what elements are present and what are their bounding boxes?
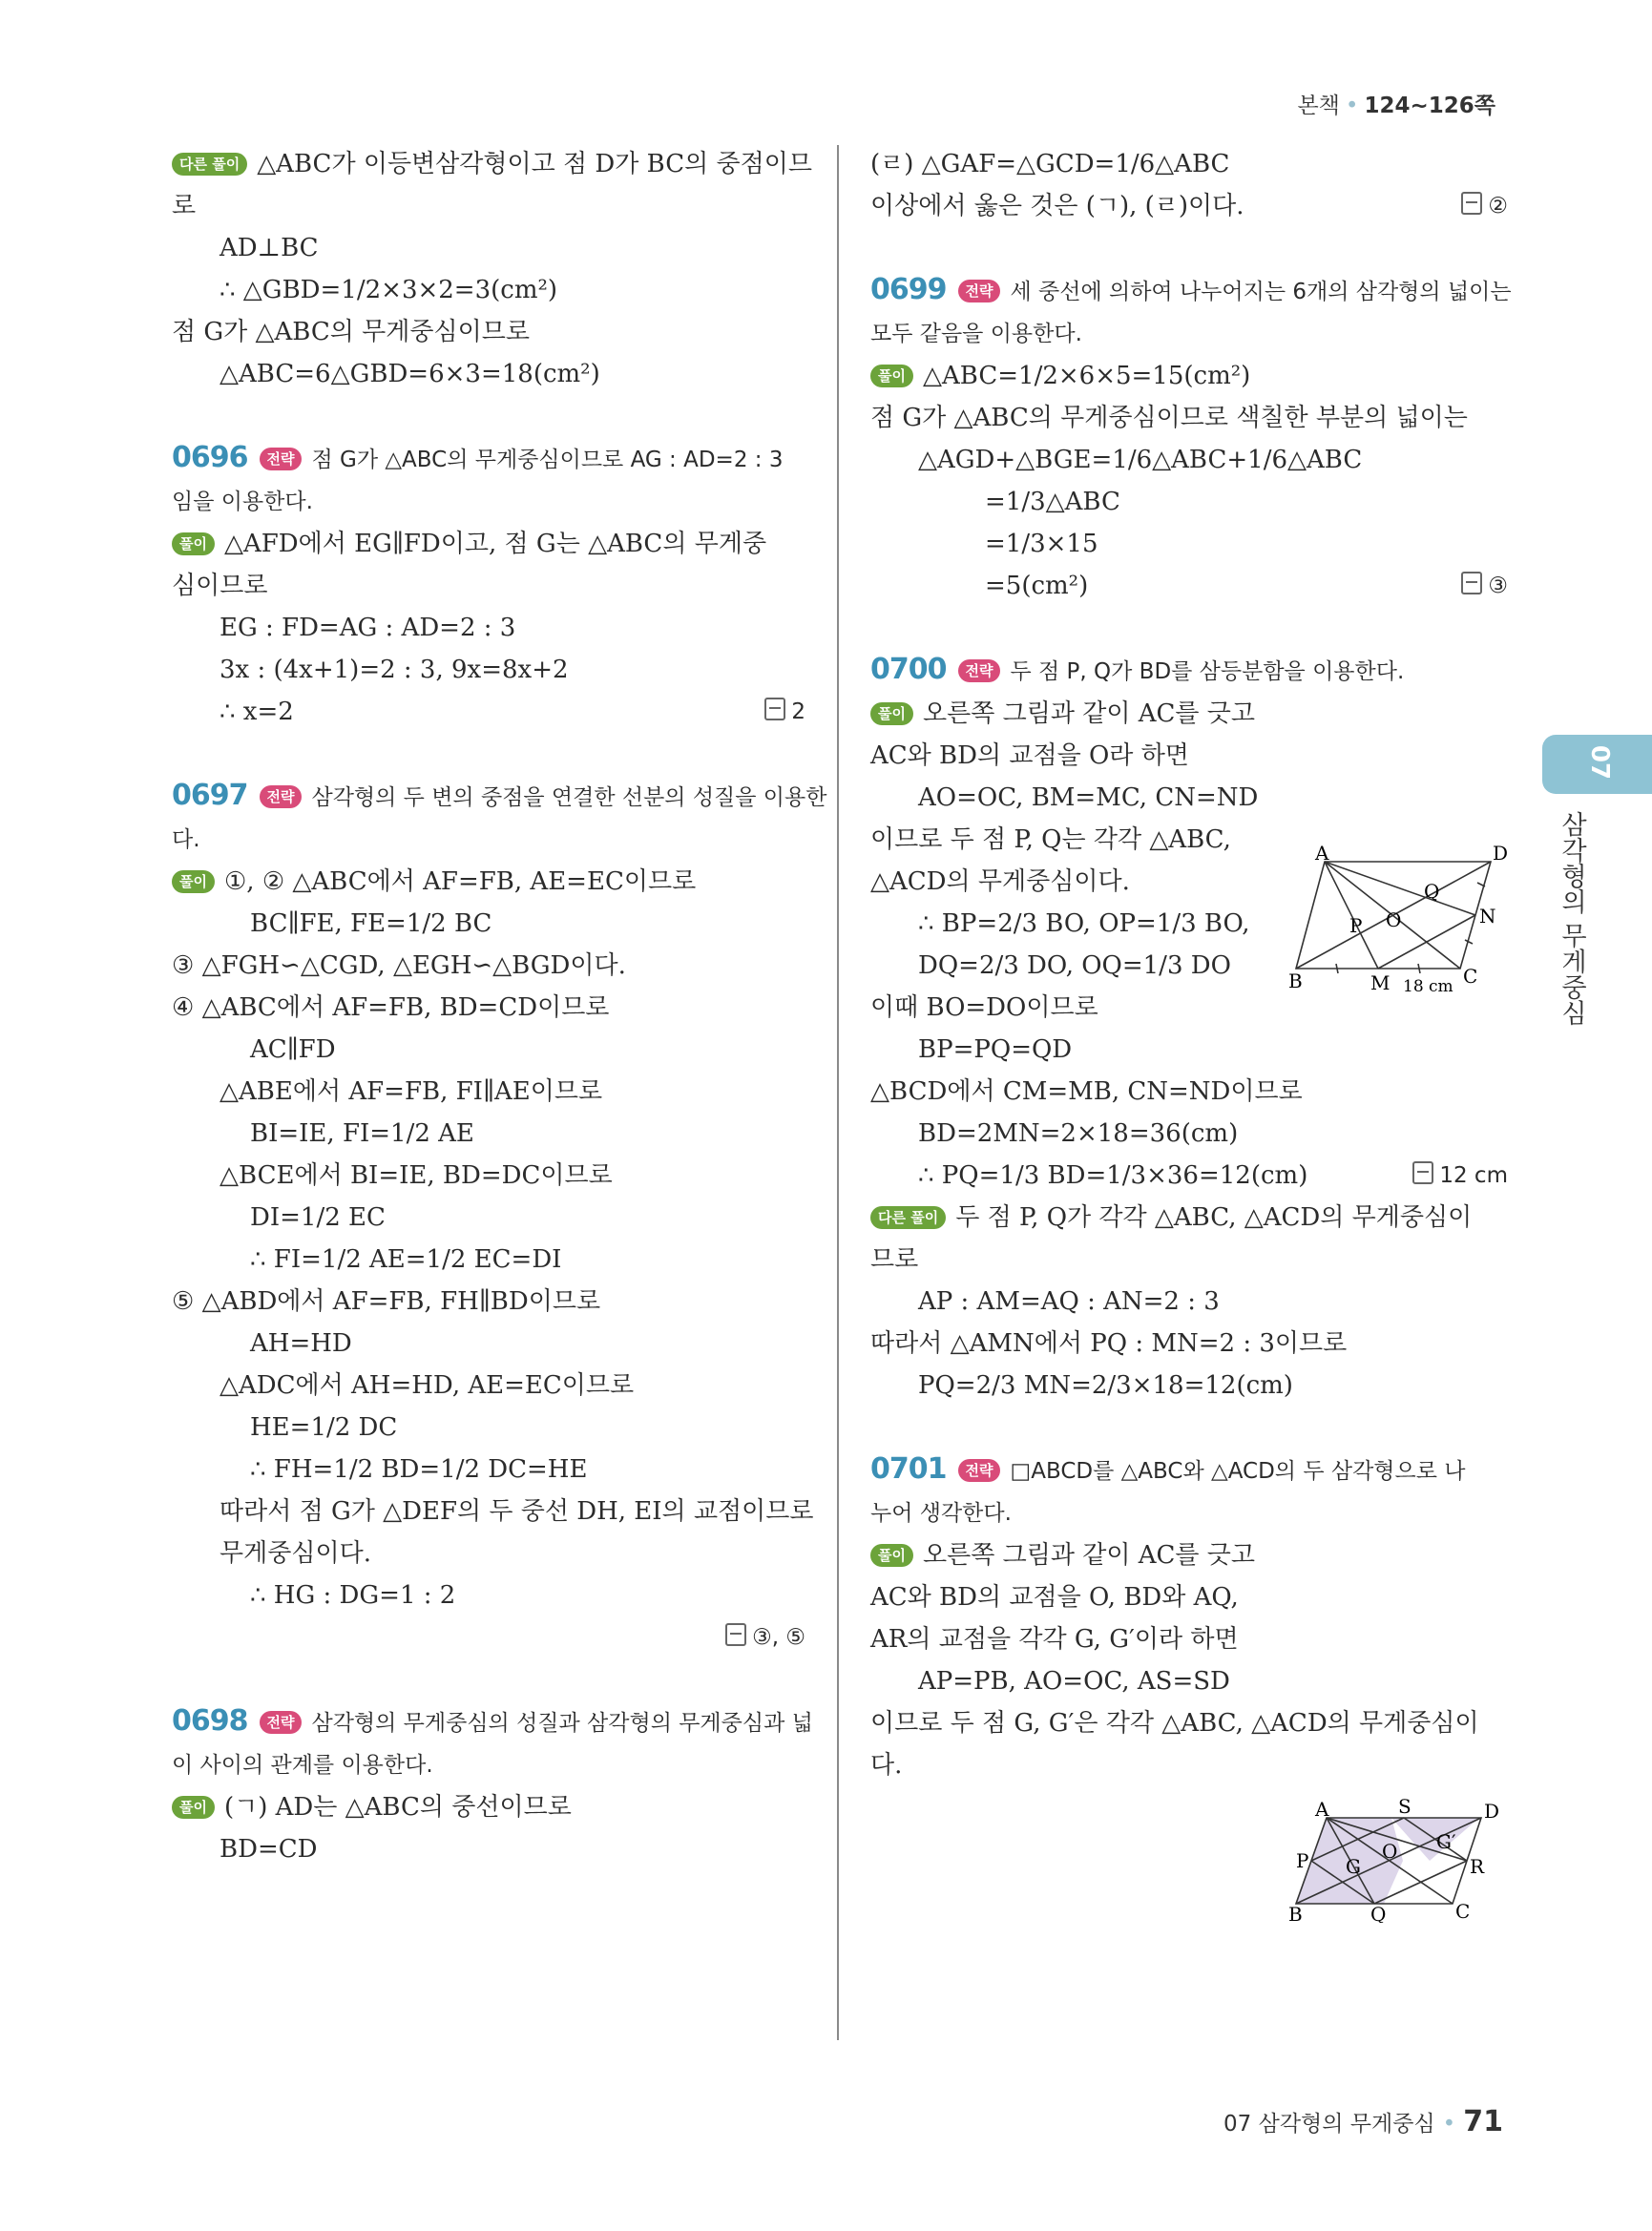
math-line: BI=IE, FI=1/2 AE — [250, 1119, 474, 1148]
text-line: (ㄱ) AD는 △ABC의 중선이므로 — [223, 1793, 572, 1822]
text-line: 로 — [172, 192, 197, 220]
strategy-tag: 전략 — [958, 659, 1001, 682]
label-m: M — [1370, 971, 1391, 994]
math-line: =1/3×15 — [985, 530, 1098, 558]
label-c: C — [1455, 1900, 1471, 1923]
strategy-text: 삼각형의 두 변의 중점을 연결한 선분의 성질을 이용한 — [311, 785, 827, 810]
strategy-text: 이 사이의 관계를 이용한다. — [172, 1753, 433, 1778]
answer: 12 cm — [1412, 1155, 1508, 1197]
math-line: (ㄹ) △GAF=△GCD=1/6△ABC — [870, 150, 1230, 178]
math-line: DQ=2/3 DO, OQ=1/3 DO — [918, 951, 1231, 980]
label-g-prime: G′ — [1436, 1830, 1456, 1853]
label-g: G — [1346, 1855, 1361, 1878]
text-line: 점 G가 △ABC의 무게중심이므로 — [172, 318, 530, 346]
text-line: 점 G가 △ABC의 무게중심이므로 색칠한 부분의 넓이는 — [870, 404, 1468, 432]
solution-tag: 풀이 — [870, 702, 913, 725]
math-line: △ABC=6△GBD=6×3=18(cm²) — [220, 360, 600, 388]
text-line: 오른쪽 그림과 같이 AC를 긋고 — [922, 699, 1255, 728]
label-d: D — [1493, 844, 1508, 865]
text-line: 이므로 두 점 P, Q는 각각 △ABC, — [870, 825, 1231, 854]
math-line: =1/3△ABC — [985, 488, 1120, 516]
text-line: △BCE에서 BI=IE, BD=DC이므로 — [220, 1161, 613, 1190]
strategy-text: 다. — [172, 827, 200, 852]
text-line: 오른쪽 그림과 같이 AC를 긋고 — [922, 1541, 1255, 1570]
math-line: BD=2MN=2×18=36(cm) — [918, 1119, 1239, 1148]
math-line: AO=OC, BM=MC, CN=ND — [918, 783, 1259, 812]
label-o: O — [1382, 1840, 1398, 1863]
math-line: AP : AM=AQ : AN=2 : 3 — [918, 1287, 1220, 1316]
header-pages: 124~126쪽 — [1364, 94, 1495, 118]
math-line: ∴ FH=1/2 BD=1/2 DC=HE — [250, 1455, 588, 1484]
strategy-text: 두 점 P, Q가 BD를 삼등분함을 이용한다. — [1010, 659, 1405, 684]
chapter-tab: 07 — [1542, 735, 1652, 794]
solution-tag: 풀이 — [870, 365, 913, 387]
text-line: 따라서 점 G가 △DEF의 두 중선 DH, EI의 교점이므로 — [220, 1497, 814, 1526]
math-line: AC∥FD — [250, 1035, 336, 1064]
text-line: △ADC에서 AH=HD, AE=EC이므로 — [220, 1371, 635, 1400]
answer-icon — [1461, 572, 1482, 594]
chapter-side-title: 삼각형의 무게중심 — [1557, 811, 1586, 1026]
strategy-text: 누어 생각한다. — [870, 1501, 1012, 1526]
math-line: ∴ BP=2/3 BO, OP=1/3 BO, — [918, 909, 1250, 938]
math-line: ∴ x=2 — [220, 698, 294, 726]
math-line: AD⊥BC — [220, 234, 319, 262]
strategy-tag: 전략 — [958, 280, 1001, 302]
label-c: C — [1463, 965, 1478, 988]
text-line: 따라서 △AMN에서 PQ : MN=2 : 3이므로 — [870, 1329, 1348, 1358]
strategy-text: 모두 같음을 이용한다. — [870, 322, 1082, 346]
answer: ③, ⑤ — [725, 1616, 805, 1658]
math-line: BP=PQ=QD — [918, 1035, 1073, 1064]
text-line: ③ △FGH∽△CGD, △EGH∽△BGD이다. — [172, 951, 626, 980]
math-line: AH=HD — [250, 1329, 352, 1358]
label-p: P — [1296, 1849, 1309, 1872]
solution-tag: 풀이 — [172, 532, 215, 555]
math-line: ∴ △GBD=1/2×3×2=3(cm²) — [220, 276, 558, 304]
math-line: PQ=2/3 MN=2/3×18=12(cm) — [918, 1371, 1293, 1400]
strategy-text: 삼각형의 무게중심의 성질과 삼각형의 무게중심과 넓 — [311, 1711, 813, 1736]
answer-icon — [725, 1623, 746, 1646]
strategy-text: 임을 이용한다. — [172, 490, 313, 514]
math-line: △ABC=1/2×6×5=15(cm²) — [922, 362, 1251, 390]
page-header: 본책 • 124~126쪽 — [1297, 94, 1495, 118]
text-line: △ABE에서 AF=FB, FI∥AE이므로 — [220, 1077, 603, 1106]
strategy-tag: 전략 — [958, 1459, 1001, 1482]
math-line: ∴ HG : DG=1 : 2 — [250, 1581, 456, 1610]
text-line: AC와 BD의 교점을 O라 하면 — [870, 741, 1189, 770]
text-line: ④ △ABC에서 AF=FB, BD=CD이므로 — [172, 993, 610, 1022]
problem-number: 0698 — [172, 1704, 248, 1738]
column-divider — [837, 145, 839, 2040]
label-s: S — [1398, 1799, 1412, 1818]
header-label: 본책 — [1297, 94, 1340, 118]
label-o: O — [1386, 908, 1402, 931]
problem-number: 0697 — [172, 779, 248, 812]
text-line: △BCD에서 CM=MB, CN=ND이므로 — [870, 1077, 1303, 1106]
math-line: AP=PB, AO=OC, AS=SD — [918, 1667, 1230, 1696]
math-line: BD=CD — [220, 1835, 318, 1864]
footer-chapter: 07 삼각형의 무게중심 — [1223, 2112, 1435, 2137]
text-line: 이때 BO=DO이므로 — [870, 993, 1098, 1022]
strategy-text: 세 중선에 의하여 나누어지는 6개의 삼각형의 넓이는 — [1010, 280, 1512, 304]
label-q: Q — [1370, 1903, 1387, 1923]
text-line: △ABC가 이등변삼각형이고 점 D가 BC의 중점이므 — [257, 150, 812, 178]
text-line: 므로 — [870, 1245, 919, 1274]
label-b: B — [1288, 1903, 1303, 1923]
strategy-tag: 전략 — [260, 1711, 303, 1734]
answer: ③ — [1461, 565, 1508, 607]
answer-icon — [1412, 1161, 1433, 1184]
strategy-tag: 전략 — [260, 785, 303, 808]
page-footer: 07 삼각형의 무게중심 • 71 — [1223, 2105, 1503, 2138]
problem-number: 0699 — [870, 273, 947, 306]
label-length: 18 cm — [1403, 977, 1453, 996]
strategy-tag: 전략 — [260, 448, 303, 470]
label-q: Q — [1424, 880, 1440, 903]
text-line: 무게중심이다. — [220, 1539, 371, 1568]
text-line: △AFD에서 EG∥FD이고, 점 G는 △ABC의 무게중 — [223, 530, 767, 558]
label-d: D — [1484, 1800, 1500, 1823]
solution-tag: 풀이 — [172, 870, 215, 893]
alt-solution-tag: 다른 풀이 — [172, 153, 247, 176]
solution-tag: 풀이 — [172, 1796, 215, 1819]
problem-number: 0700 — [870, 653, 947, 686]
label-a: A — [1315, 844, 1329, 865]
text-line: 다. — [870, 1751, 903, 1780]
page-number: 71 — [1463, 2105, 1503, 2138]
parallelogram-figure-0700 — [1288, 844, 1508, 997]
text-line: 이므로 두 점 G, G′은 각각 △ABC, △ACD의 무게중심이 — [870, 1709, 1479, 1738]
text-line: AR의 교점을 각각 G, G′이라 하면 — [870, 1625, 1239, 1654]
math-line: △AGD+△BGE=1/6△ABC+1/6△ABC — [918, 446, 1363, 474]
answer-icon — [1461, 192, 1482, 215]
strategy-text: □ABCD를 △ABC와 △ACD의 두 삼각형으로 나 — [1010, 1459, 1466, 1484]
math-line: DI=1/2 EC — [250, 1203, 386, 1232]
math-line: ∴ FI=1/2 AE=1/2 EC=DI — [250, 1245, 562, 1274]
strategy-text: 점 G가 △ABC의 무게중심이므로 AG : AD=2 : 3 — [311, 448, 784, 472]
text-line: AC와 BD의 교점을 O, BD와 AQ, — [870, 1583, 1239, 1612]
math-line: BC∥FE, FE=1/2 BC — [250, 909, 492, 938]
math-line: =5(cm²) — [985, 572, 1089, 600]
label-b: B — [1288, 970, 1303, 992]
text-line: ⑤ △ABD에서 AF=FB, FH∥BD이므로 — [172, 1287, 601, 1316]
parallelogram-figure-0701 — [1288, 1799, 1508, 1923]
label-r: R — [1470, 1855, 1485, 1878]
problem-number: 0701 — [870, 1452, 947, 1486]
math-line: HE=1/2 DC — [250, 1413, 398, 1442]
alt-solution-tag: 다른 풀이 — [870, 1206, 946, 1229]
label-p: P — [1349, 914, 1363, 937]
math-line: 3x : (4x+1)=2 : 3, 9x=8x+2 — [220, 656, 569, 684]
text-line: 이상에서 옳은 것은 (ㄱ), (ㄹ)이다. — [870, 192, 1244, 220]
left-column — [172, 143, 827, 1870]
answer: ② — [1461, 185, 1508, 227]
text-line: ①, ② △ABC에서 AF=FB, AE=EC이므로 — [223, 867, 697, 896]
text-line: 두 점 P, Q가 각각 △ABC, △ACD의 무게중심이 — [955, 1203, 1473, 1232]
answer: 2 — [764, 691, 805, 733]
solution-tag: 풀이 — [870, 1544, 913, 1567]
label-n: N — [1479, 905, 1496, 928]
text-line: △ACD의 무게중심이다. — [870, 867, 1130, 896]
label-a: A — [1315, 1799, 1329, 1821]
answer-icon — [764, 698, 785, 720]
problem-number: 0696 — [172, 441, 248, 474]
text-line: 심이므로 — [172, 572, 268, 600]
math-line: ∴ PQ=1/3 BD=1/3×36=12(cm) — [918, 1161, 1308, 1190]
math-line: EG : FD=AG : AD=2 : 3 — [220, 614, 516, 642]
